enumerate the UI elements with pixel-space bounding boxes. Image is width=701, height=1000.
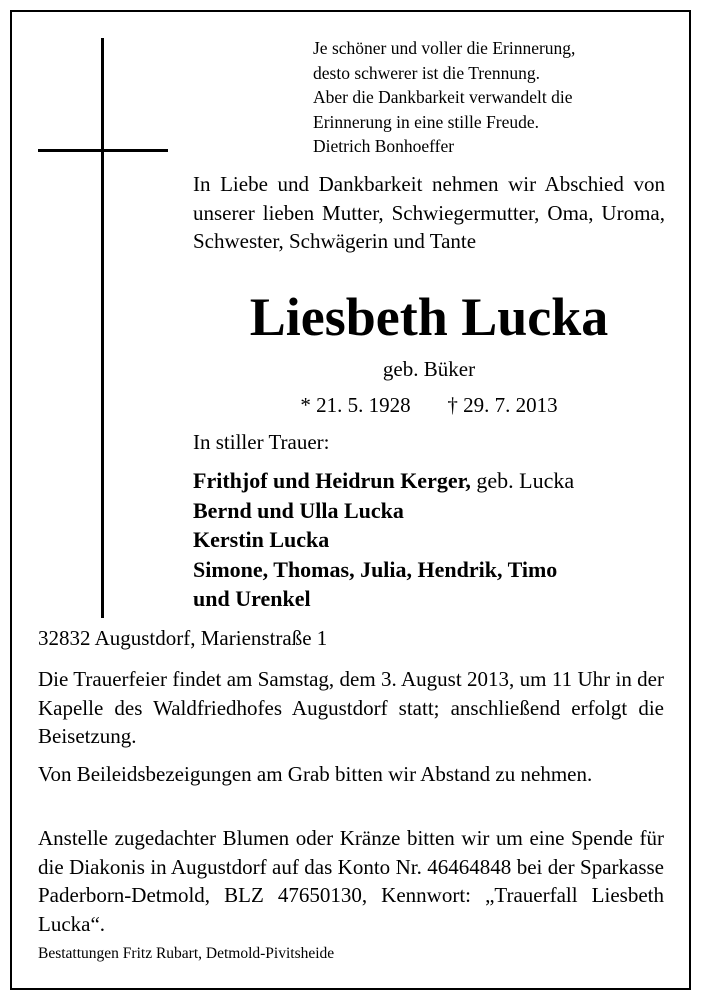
death-date: † 29. 7. 2013 bbox=[447, 393, 558, 417]
birth-date: * 21. 5. 1928 bbox=[300, 393, 411, 417]
mourner-name: Simone, Thomas, Julia, Hendrik, Timo bbox=[193, 556, 558, 582]
intro-text: In Liebe und Dankbarkeit nehmen wir Abschied von unserer lieben Mutter, Schwiegermutter, Oma, Uroma, Schwester, Schwägerin und Tante bbox=[193, 172, 665, 253]
cross-icon-horizontal bbox=[38, 149, 168, 152]
born-name: geb. Büker bbox=[382, 357, 476, 381]
mourner-name: Bernd und Ulla Lucka bbox=[193, 497, 404, 523]
mourner-line bbox=[193, 584, 665, 614]
quote-line: Je schöner und voller die Erinnerung, bbox=[313, 38, 576, 58]
quote-line: Erinnerung in eine stille Freude. bbox=[313, 111, 539, 132]
mourner-name: Frithjof und Heidrun Kerger, bbox=[193, 468, 471, 493]
quote-line: Aber die Dankbarkeit verwandelt die bbox=[313, 87, 573, 107]
quote-block bbox=[313, 36, 673, 159]
address: 32832 Augustdorf, Marienstraße 1 bbox=[38, 626, 328, 650]
quote-author: Dietrich Bonhoeffer bbox=[313, 136, 455, 156]
condolences-paragraph: Von Beileidsbezeigungen am Grab bitten wir Abstand zu nehmen. bbox=[38, 762, 593, 786]
mourner-line bbox=[193, 555, 665, 585]
cross-icon-vertical bbox=[101, 38, 104, 618]
mourners-list bbox=[193, 466, 665, 614]
mourner-line bbox=[193, 466, 665, 496]
deceased-name: Liesbeth Lucka bbox=[249, 287, 609, 347]
donation-paragraph: Anstelle zugedachter Blumen oder Kränze bitten wir um eine Spende für die Diakonis in Augustdorf auf das Konto Nr. 46464848 bei der Sparkasse Paderborn-Detmold, BLZ 47650130, Kennwort: „Trauerfall Liesbeth Lucka“. bbox=[38, 826, 664, 936]
life-dates bbox=[193, 391, 665, 419]
mourner-name: und Urenkel bbox=[193, 586, 311, 611]
mourner-suffix: geb. Lucka bbox=[470, 468, 575, 493]
quote-line: desto schwerer ist die Trennung. bbox=[313, 62, 540, 83]
mourner-line bbox=[193, 525, 665, 555]
funeral-paragraph: Die Trauerfeier findet am Samstag, dem 3. August 2013, um 11 Uhr in der Kapelle des Waldfriedhofes Augustdorf statt; anschließend erfolgt die Beisetzung. bbox=[38, 667, 664, 748]
mourner-line bbox=[193, 496, 665, 526]
undertaker-credit: Bestattungen Fritz Rubart, Detmold-Pivitsheide bbox=[38, 945, 335, 962]
mourners-label: In stiller Trauer: bbox=[193, 430, 330, 454]
mourner-name: Kerstin Lucka bbox=[193, 527, 330, 552]
